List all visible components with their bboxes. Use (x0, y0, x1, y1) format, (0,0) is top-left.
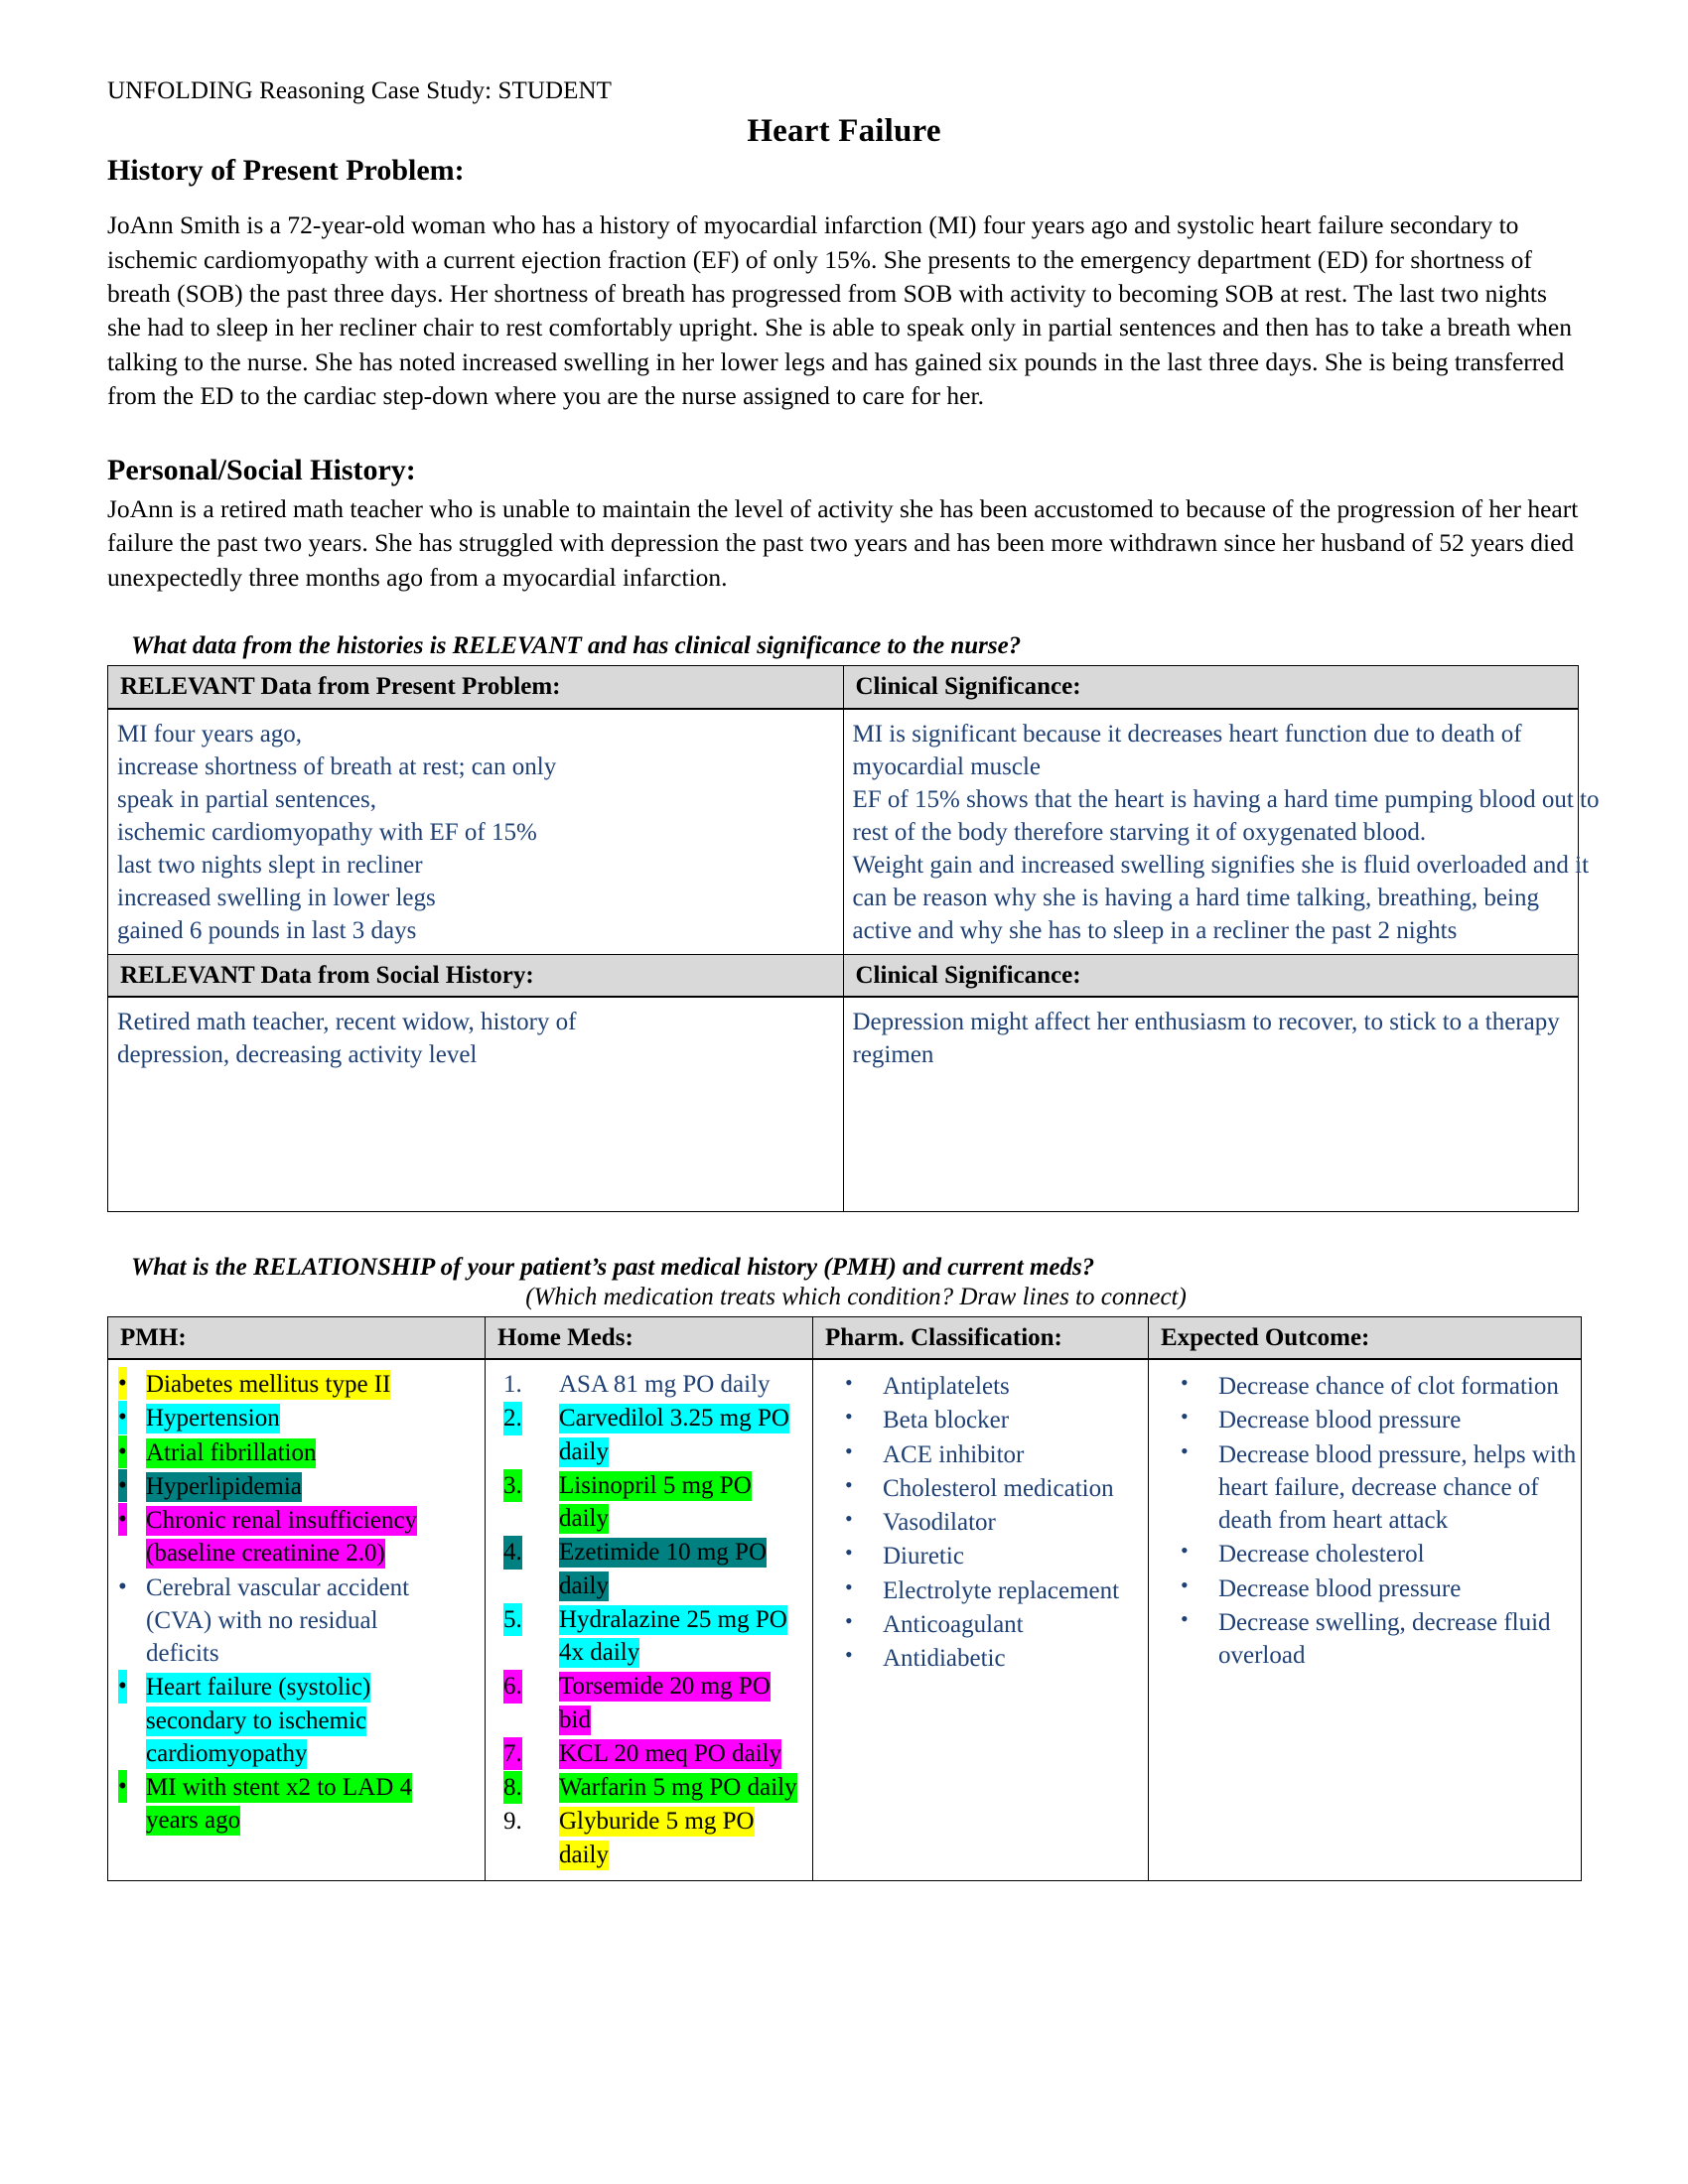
history-heading: History of Present Problem: (107, 154, 465, 188)
pmh-list-item (112, 1504, 481, 1570)
home-med-number: 7. (503, 1737, 522, 1770)
bullet-icon: • (845, 1471, 853, 1497)
pharm-list-item (817, 1404, 1144, 1436)
bullet-icon: • (118, 1469, 127, 1502)
pmh-item-line: Hyperlipidemia (146, 1472, 302, 1500)
header-expected-outcome: Expected Outcome: (1149, 1316, 1582, 1359)
social-data-lines (117, 1006, 835, 1071)
pmh-list-item (112, 1571, 481, 1671)
cell-pharm-list (813, 1359, 1149, 1880)
clinical-significance-line: MI is significant because it decreases heart function due to death of (852, 720, 1522, 748)
home-med-list-item (490, 1402, 808, 1468)
pharm-list-item-label: Beta blocker (883, 1407, 1010, 1434)
home-med-line: Torsemide 20 mg PO (559, 1673, 771, 1701)
clinical-significance-line: myocardial muscle (852, 752, 1042, 780)
bullet-icon: • (1181, 1404, 1189, 1430)
header-social-history: RELEVANT Data from Social History: (108, 954, 844, 997)
home-med-line: daily (559, 1571, 609, 1599)
header-clinical-significance-2: Clinical Significance: (843, 954, 1579, 997)
bullet-icon: • (118, 1401, 127, 1433)
pmh-list-item (112, 1470, 481, 1503)
outcome-list-item-label: Decrease blood pressure (1218, 1574, 1462, 1602)
expected-outcome-list (1153, 1368, 1577, 1672)
social-history-paragraph: JoAnn is a retired math teacher who is unable to maintain the level of activity she has been accustomed to because of the progression of her heart failure the past two years. She has struggled with depression the past two years and has been more withdrawn since her husband of 52 years died unexpectedly three months ago from a myocardial infarction. (107, 494, 1579, 592)
clinical-significance-line: EF of 15% shows that the heart is having a hard time pumping blood out to (852, 785, 1600, 813)
social-significance-line: regimen (852, 1041, 934, 1069)
home-med-line: KCL 20 meq PO daily (559, 1739, 782, 1767)
header-pharm-classification: Pharm. Classification: (813, 1316, 1149, 1359)
pharm-list-item-label: Electrolyte replacement (883, 1576, 1120, 1604)
bullet-icon: • (118, 1770, 127, 1803)
home-med-line: Lisinopril 5 mg PO (559, 1471, 752, 1499)
pharm-list-item-label: Antidiabetic (883, 1645, 1006, 1673)
home-med-line: Carvedilol 3.25 mg PO (559, 1405, 789, 1433)
bullet-icon: • (845, 1437, 853, 1463)
clinical-significance-line: active and why she has to sleep in a recliner the past 2 nights (852, 916, 1458, 944)
bullet-icon: • (1181, 1571, 1189, 1597)
pharm-list-item (817, 1506, 1144, 1539)
cell-outcome-list (1149, 1359, 1582, 1880)
outcome-list-item-label: Decrease cholesterol (1218, 1541, 1425, 1569)
pmh-list-item (112, 1368, 481, 1401)
pmh-list-item (112, 1436, 481, 1469)
table-row (108, 1359, 1582, 1880)
cell-home-meds-list (486, 1359, 813, 1880)
home-med-line: daily (559, 1437, 609, 1465)
home-med-line: Ezetimide 10 mg PO (559, 1539, 767, 1567)
outcome-list-item (1153, 1370, 1577, 1403)
pharm-list-item (817, 1608, 1144, 1641)
pharm-list-item-label: ACE inhibitor (883, 1440, 1025, 1468)
present-problem-lines (117, 718, 835, 947)
question-pmh-relationship: What is the RELATIONSHIP of your patient’s past medical history (PMH) and current meds? (131, 1253, 1095, 1281)
clinical-significance-lines (852, 718, 1600, 947)
table-header-row-2 (108, 954, 1579, 997)
home-med-line: Glyburide 5 mg PO (559, 1808, 755, 1836)
cell-social-history-data (108, 997, 844, 1211)
header-pmh: PMH: (108, 1316, 486, 1359)
home-med-number: 1. (503, 1371, 522, 1399)
pmh-item-line: Heart failure (systolic) (146, 1674, 371, 1702)
question-relevant-data: What data from the histories is RELEVANT and has clinical significance to the nurse? (131, 632, 1022, 660)
bullet-icon: • (118, 1572, 127, 1600)
home-med-line: daily (559, 1505, 609, 1533)
home-med-line: 4x daily (559, 1639, 640, 1667)
page-title: Heart Failure (747, 112, 941, 149)
outcome-list-item-label: Decrease blood pressure, helps with heart failure, decrease chance of death from heart attack (1218, 1440, 1577, 1535)
pmh-list-item (112, 1671, 481, 1770)
present-problem-line: gained 6 pounds in last 3 days (117, 916, 417, 944)
pharm-classification-list (817, 1368, 1144, 1675)
bullet-icon: • (845, 1607, 853, 1633)
outcome-list-item (1153, 1404, 1577, 1436)
home-med-list-item (490, 1771, 808, 1804)
social-data-line: depression, decreasing activity level (117, 1041, 478, 1069)
pharm-list-item (817, 1370, 1144, 1403)
pharm-list-item-label: Vasodilator (883, 1509, 996, 1537)
bullet-icon: • (118, 1367, 127, 1400)
outcome-list-item (1153, 1572, 1577, 1605)
bullet-icon: • (1181, 1437, 1189, 1463)
pmh-item-line: Hypertension (146, 1405, 280, 1433)
outcome-list-item-label: Decrease chance of clot formation (1218, 1373, 1559, 1401)
pmh-item-line: Atrial fibrillation (146, 1438, 317, 1466)
cell-pmh-list (108, 1359, 486, 1880)
question-pmh-subprompt: (Which medication treats which condition? Draw lines to connect) (525, 1283, 1187, 1310)
outcome-list-item-label: Decrease swelling, decrease fluid overload (1218, 1608, 1551, 1670)
home-med-list-item (490, 1670, 808, 1736)
cell-social-significance (843, 997, 1579, 1211)
table-header-row (108, 666, 1579, 709)
cell-clinical-significance (843, 709, 1600, 955)
social-data-line: Retired math teacher, recent widow, history of (117, 1009, 577, 1036)
table-header-row (108, 1316, 1582, 1359)
bullet-icon: • (1181, 1605, 1189, 1631)
home-med-line: Warfarin 5 mg PO daily (559, 1774, 797, 1802)
present-problem-line: ischemic cardiomyopathy with EF of 15% (117, 818, 537, 846)
bullet-icon: • (118, 1503, 127, 1536)
pmh-item-line: cardiomyopathy (146, 1739, 308, 1767)
home-med-line: Hydralazine 25 mg PO (559, 1605, 787, 1633)
social-significance-line: Depression might affect her enthusiasm to recover, to stick to a therapy (852, 1009, 1560, 1036)
outcome-list-item (1153, 1606, 1577, 1673)
home-med-list-item (490, 1469, 808, 1536)
pmh-list-item (112, 1402, 481, 1434)
pmh-item-line: (CVA) with no residual (146, 1606, 378, 1634)
table-row (108, 997, 1579, 1211)
home-med-list-item (490, 1603, 808, 1670)
home-med-line: ASA 81 mg PO daily (559, 1371, 771, 1399)
clinical-significance-line: can be reason why she is having a hard time talking, breathing, being (852, 884, 1539, 911)
bullet-icon: • (845, 1404, 853, 1430)
home-med-line: daily (559, 1841, 609, 1868)
home-meds-list (490, 1368, 808, 1871)
social-significance-lines (853, 1006, 1571, 1071)
bullet-icon: • (1181, 1538, 1189, 1564)
pharm-list-item (817, 1574, 1144, 1607)
bullet-icon: • (845, 1642, 853, 1668)
history-paragraph: JoAnn Smith is a 72-year-old woman who has a history of myocardial infarction (MI) four years ago and systolic heart failure secondary to ischemic cardiomyopathy with a current ejection fraction (EF) of only 15%. She presents to the emergency department (ED) for shortness of breath (SOB) the past three days. Her shortness of breath has progressed from SOB with activity to becoming SOB at rest. The last two nights she had to sleep in her recliner chair to rest comfortably upright. She is able to speak only in partial sentences and then has to take a breath when talking to the nurse. She has noted increased swelling in her lower legs and has gained six pounds in the last three days. She is being transferred from the ED to the cardiac step-down where you are the nurse assigned to care for her. (107, 210, 1572, 410)
bullet-icon: • (118, 1670, 127, 1703)
present-problem-line: increased swelling in lower legs (117, 884, 436, 911)
outcome-list-item (1153, 1538, 1577, 1570)
pmh-item-line: deficits (146, 1640, 219, 1668)
home-med-list-item (490, 1536, 808, 1602)
relevant-data-table (107, 665, 1600, 1212)
home-med-line: bid (559, 1706, 591, 1733)
clinical-significance-line: Weight gain and increased swelling signifies she is fluid overloaded and it (852, 851, 1590, 879)
clinical-significance-line: rest of the body therefore starving it of oxygenated blood. (852, 818, 1427, 846)
present-problem-line: increase shortness of breath at rest; can only (117, 752, 557, 780)
pmh-item-line: Cerebral vascular accident (146, 1573, 410, 1601)
pharm-list-item-label: Anticoagulant (883, 1610, 1024, 1638)
pmh-item-line: years ago (146, 1807, 241, 1835)
pharm-list-item-label: Cholesterol medication (883, 1474, 1114, 1502)
pmh-item-line: Diabetes mellitus type II (146, 1371, 391, 1399)
pmh-item-line: secondary to ischemic (146, 1706, 367, 1734)
bullet-icon: • (845, 1506, 853, 1532)
home-med-list-item (490, 1805, 808, 1871)
header-present-problem: RELEVANT Data from Present Problem: (108, 666, 844, 709)
home-med-list-item (490, 1737, 808, 1770)
bullet-icon: • (845, 1573, 853, 1599)
home-med-number: 2. (503, 1402, 522, 1434)
present-problem-line: speak in partial sentences, (117, 785, 377, 813)
bullet-icon: • (1181, 1370, 1189, 1396)
pmh-item-line: MI with stent x2 to LAD 4 (146, 1774, 413, 1802)
pharm-list-item (817, 1642, 1144, 1675)
pharm-list-item (817, 1540, 1144, 1572)
home-med-number: 8. (503, 1771, 522, 1804)
home-med-number: 4. (503, 1536, 522, 1569)
course-header: UNFOLDING Reasoning Case Study: STUDENT (107, 77, 613, 104)
pmh-item-line: (baseline creatinine 2.0) (146, 1540, 385, 1568)
table-row (108, 709, 1579, 955)
bullet-icon: • (845, 1370, 853, 1396)
home-med-number: 9. (503, 1808, 522, 1836)
pharm-list-item-label: Antiplatelets (883, 1373, 1010, 1401)
bullet-icon: • (118, 1435, 127, 1468)
bullet-icon: • (845, 1540, 853, 1566)
present-problem-line: last two nights slept in recliner (117, 851, 423, 879)
cell-present-problem-data (108, 709, 844, 955)
outcome-list-item-label: Decrease blood pressure (1218, 1407, 1462, 1434)
home-med-number: 5. (503, 1603, 522, 1636)
pmh-item-line: Chronic renal insufficiency (146, 1507, 418, 1535)
pmh-list (112, 1368, 481, 1838)
outcome-list-item (1153, 1438, 1577, 1538)
pharm-list-item-label: Diuretic (883, 1543, 964, 1570)
pmh-list-item (112, 1771, 481, 1838)
home-med-number: 3. (503, 1469, 522, 1502)
header-home-meds: Home Meds: (486, 1316, 813, 1359)
present-problem-line: MI four years ago, (117, 720, 303, 748)
social-history-heading: Personal/Social History: (107, 454, 416, 487)
home-med-list-item (490, 1368, 808, 1401)
pharm-list-item (817, 1438, 1144, 1471)
home-med-number: 6. (503, 1670, 522, 1703)
pharm-list-item (817, 1472, 1144, 1505)
header-clinical-significance: Clinical Significance: (843, 666, 1579, 709)
pmh-meds-table (107, 1316, 1582, 1881)
